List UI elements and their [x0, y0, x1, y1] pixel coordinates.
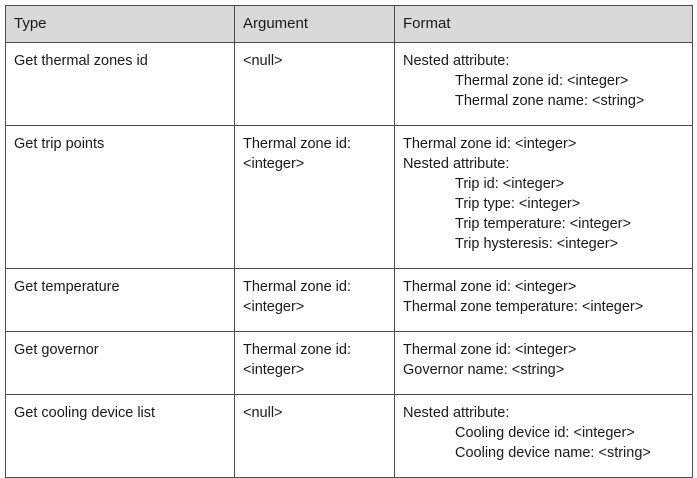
- format-line: Thermal zone id: <integer>: [403, 279, 577, 295]
- table-header-row: [6, 6, 693, 43]
- format-line: Thermal zone id: <integer>: [403, 136, 577, 152]
- table-row: [6, 126, 693, 269]
- format-nested-line: Thermal zone name: <string>: [455, 93, 645, 109]
- table-row: [6, 43, 693, 126]
- format-nested-line: Trip temperature: <integer>: [455, 216, 631, 232]
- table-row: [6, 395, 693, 478]
- argument-line: Thermal zone id:: [243, 279, 351, 295]
- format-nested-line: Trip type: <integer>: [455, 196, 581, 212]
- argument-line: <integer>: [243, 299, 305, 315]
- header-format: Format: [395, 6, 693, 43]
- type-cell: Get trip points: [6, 126, 235, 269]
- format-nested-line: Trip hysteresis: <integer>: [455, 236, 619, 252]
- argument-cell: [235, 395, 395, 478]
- format-line: Thermal zone id: <integer>: [403, 342, 577, 358]
- argument-cell: [235, 269, 395, 332]
- argument-line: <null>: [243, 405, 283, 421]
- type-cell: Get governor: [6, 332, 235, 395]
- table-row: [6, 332, 693, 395]
- format-cell: [395, 269, 693, 332]
- netlink-commands-table: [5, 5, 693, 478]
- format-line: Nested attribute:: [403, 405, 510, 421]
- format-line: Thermal zone temperature: <integer>: [403, 299, 644, 315]
- argument-cell: [235, 332, 395, 395]
- format-cell: [395, 126, 693, 269]
- argument-cell: [235, 126, 395, 269]
- format-cell: [395, 395, 693, 478]
- argument-line: <null>: [243, 53, 283, 69]
- argument-line: <integer>: [243, 362, 305, 378]
- format-nested-line: Thermal zone id: <integer>: [455, 73, 629, 89]
- format-line: Nested attribute:: [403, 156, 510, 172]
- argument-line: <integer>: [243, 156, 305, 172]
- format-nested-line: Cooling device name: <string>: [455, 445, 651, 461]
- type-cell: Get cooling device list: [6, 395, 235, 478]
- type-cell: Get thermal zones id: [6, 43, 235, 126]
- argument-line: Thermal zone id:: [243, 342, 351, 358]
- format-nested-line: Trip id: <integer>: [455, 176, 565, 192]
- header-argument: Argument: [235, 6, 395, 43]
- format-nested-line: Cooling device id: <integer>: [455, 425, 635, 441]
- argument-cell: [235, 43, 395, 126]
- format-cell: [395, 332, 693, 395]
- format-cell: [395, 43, 693, 126]
- format-line: Nested attribute:: [403, 53, 510, 69]
- header-type: Type: [6, 6, 235, 43]
- type-cell: Get temperature: [6, 269, 235, 332]
- argument-line: Thermal zone id:: [243, 136, 351, 152]
- table-row: [6, 269, 693, 332]
- format-line: Governor name: <string>: [403, 362, 565, 378]
